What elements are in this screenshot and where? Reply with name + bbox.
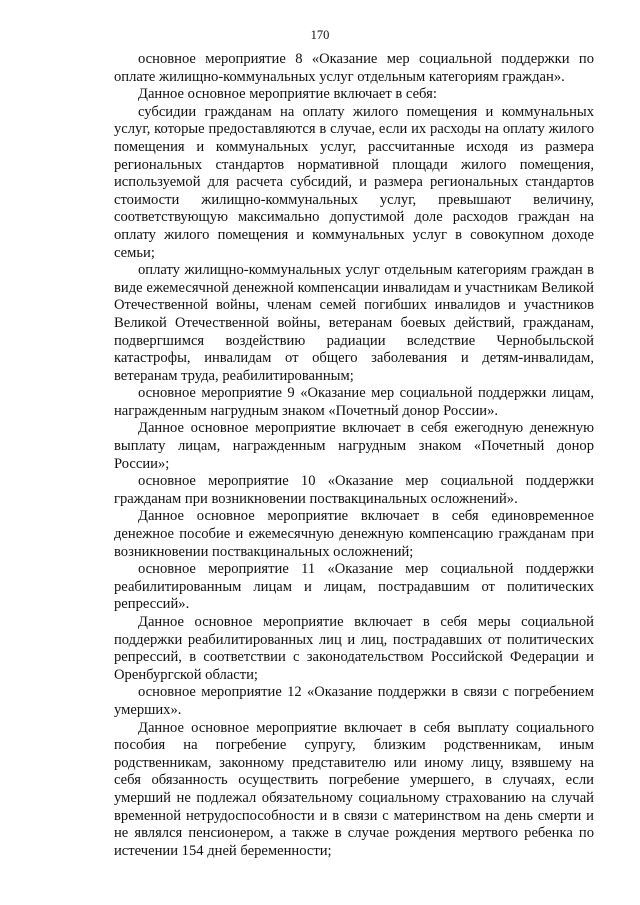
paragraph-measure-8: основное мероприятие 8 «Оказание мер социальной поддержки по оплате жилищно-коммунальных услуг отдельным категориям граждан».	[114, 51, 594, 85]
paragraph-measure-9: основное мероприятие 9 «Оказание мер социальной поддержки лицам, награжденным нагрудным знаком «Почетный донор России».	[114, 385, 594, 419]
paragraph-vaccination-benefit: Данное основное мероприятие включает в себя единовременное денежное пособие и ежемесячную денежную компенсацию гражданам при возникновении поствакцинальных осложнений;	[114, 508, 594, 560]
paragraph-measure-10: основное мероприятие 10 «Оказание мер социальной поддержки гражданам при возникновении поствакцинальных осложнений».	[114, 473, 594, 507]
paragraph-donor-payment: Данное основное мероприятие включает в себя ежегодную денежную выплату лицам, награжденным нагрудным знаком «Почетный донор России»;	[114, 420, 594, 472]
paragraph-burial-benefit: Данное основное мероприятие включает в себя выплату социального пособия на погребение супругу, близким родственникам, иным родственникам, законному представителю или иному лицу, взявшему на себя обязанность осуществить погребение умершего, в случаях, если умерший не подлежал обязательному социальному страхованию на случай временной нетрудоспособности и в связи с материнством на день смерти и не являлся пенсионером, а также в случае рождения мертвого ребенка по истечении 154 дней беременности;	[114, 719, 594, 859]
paragraph-repression-support: Данное основное мероприятие включает в себя меры социальной поддержки реабилитированных лиц и лиц, пострадавших от политических репрессий, в соответствии с законодательством Российской Федерации и Оренбургской области;	[114, 614, 594, 683]
paragraph-utility-compensation: оплату жилищно-коммунальных услуг отдельным категориям граждан в виде ежемесячной денежной компенсации инвалидам и участникам Великой Отечественной войны, членам семей погибших инвалидов и участников Великой Отечественной войны, ветеранам боевых действий, гражданам, подвергшимся воздействию радиации вследствие Чернобыльской катастрофы, инвалидам от общего заболевания и детям-инвалидам, ветеранам труда, реабилитированным;	[114, 262, 594, 384]
paragraph-housing-subsidies: субсидии гражданам на оплату жилого помещения и коммунальных услуг, которые предоставляются в случае, если их расходы на оплату жилого помещения и коммунальных услуг, рассчитанные исходя из размера региональных стандартов нормативной площади жилого помещения, используемой для расчета субсидий, и размера региональных стандартов стоимости жилищно-коммунальных услуг, превышают величину, соответствующую максимально допустимой доле расходов граждан на оплату жилого помещения и коммунальных услуг в совокупном доходе семьи;	[114, 103, 594, 261]
paragraph-measure-12: основное мероприятие 12 «Оказание поддержки в связи с погребением умерших».	[114, 684, 594, 718]
paragraph-measure-11: основное мероприятие 11 «Оказание мер социальной поддержки реабилитированным лицам и лицам, пострадавшим от политических репрессий».	[114, 561, 594, 613]
document-body	[114, 51, 594, 860]
page-number: 170	[310, 28, 330, 42]
paragraph-includes-intro: Данное основное мероприятие включает в себя:	[138, 86, 437, 103]
